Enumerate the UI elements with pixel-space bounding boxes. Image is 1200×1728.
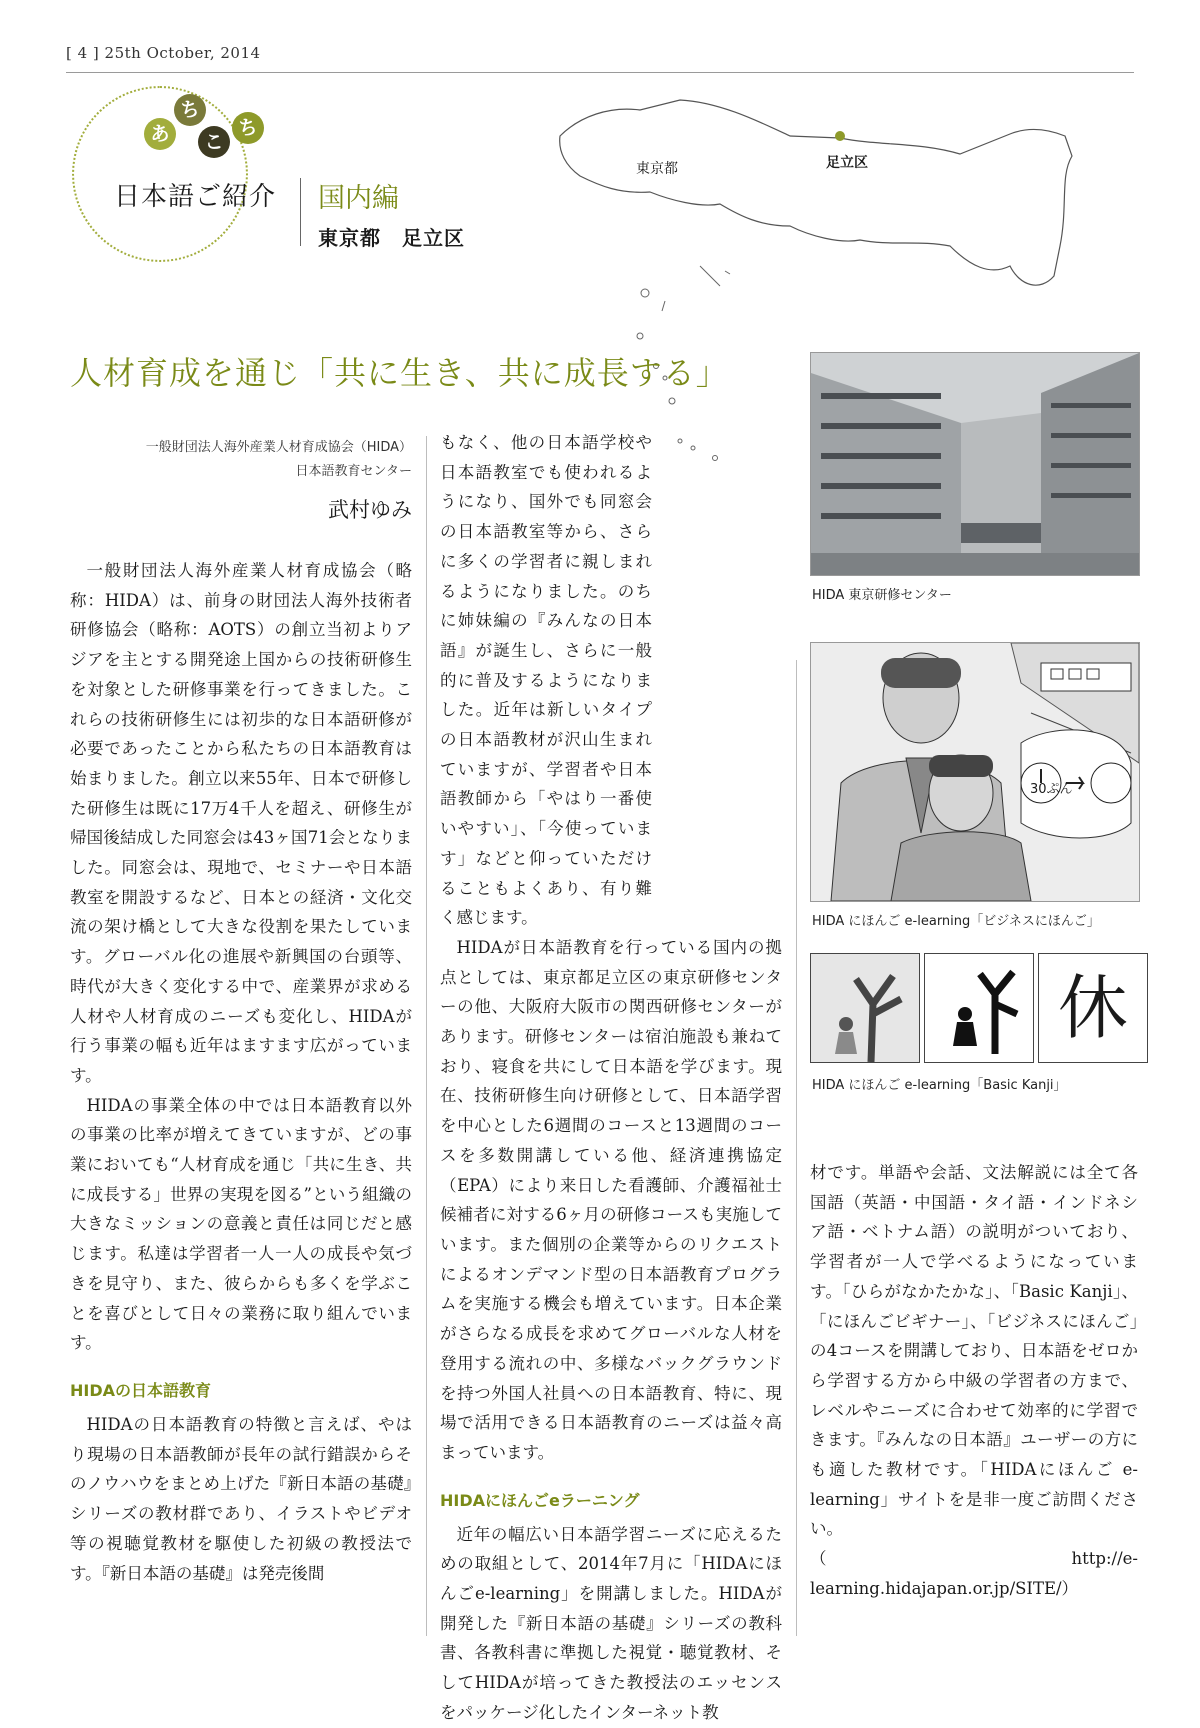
author-affiliation: 一般財団法人海外産業人材育成協会（HIDA） xyxy=(145,440,412,455)
location-label: 東京都 足立区 xyxy=(318,226,465,250)
tokyo-outline xyxy=(560,100,1072,285)
paragraph: HIDAの日本語教育の特徴と言えば、やはり現場の日本語教師が長年の試行錯誤からそのノウハウをまとめ上げた『新日本語の基礎』シリーズの教材群であり、イラストやビデオ等の視聴覚教材を駆使した初級の教授法です。『新日本語の基礎』は発売後間 xyxy=(70,1414,412,1583)
page-date: [ 4 ] 25th October, 2014 xyxy=(66,44,261,62)
map-label-tokyo: 東京都 xyxy=(636,161,678,177)
map-label-adachi: 足立区 xyxy=(826,155,868,171)
paragraph: 近年の幅広い日本語学習ニーズに応えるための取組として、2014年7月に「HIDAにほんごe-learning」を開講しました。HIDAが開発した『新日本語の基礎』シリーズの教科書、各教科書に準拠した視覚・聴覚教材、そしてHIDAが培ってきた教授法のエッセンスをパッケージ化したインターネット教 xyxy=(440,1524,782,1722)
silhouette-image xyxy=(925,954,1033,1062)
photo-caption: HIDA にほんご e-learning「Basic Kanji」 xyxy=(812,1078,1067,1093)
island-2 xyxy=(637,333,643,339)
adachi-marker-icon xyxy=(835,131,845,141)
website-url: （http://e-learning.hidajapan.or.jp/SITE/） xyxy=(810,1549,1138,1598)
training-center-photo xyxy=(810,352,1140,576)
clock-label: 30ぷん xyxy=(1030,782,1073,797)
article-column-1 xyxy=(70,556,412,1588)
series-title: 日本語ご紹介 xyxy=(114,182,277,212)
section-heading: HIDAにほんごeラーニング xyxy=(440,1490,640,1510)
photo-caption: HIDA にほんご e-learning「ビジネスにほんご」 xyxy=(812,914,1100,929)
article-headline: 人材育成を通じ「共に生き、共に成長する」 xyxy=(70,354,729,392)
kanji-panel-character: 休 xyxy=(1038,953,1148,1063)
series-logo-circle xyxy=(72,86,248,262)
paragraph: もなく、他の日本語学校や日本語教室でも使われるようになり、国外でも同窓会の日本語教室等から、さらに多くの学習者に親しまれるようになりました。のちに姉妹編の『みんなの日本語』が誕生し、さらに一般的に普及するようになりました。近年は新しいタイプの日本語教材が沢山生まれていますが、学習者や日本語教師から「やはり一番使いやすい」、「今使っています」などと仰っていただけることもよくあり、有り難く感じます。 xyxy=(440,433,652,928)
kanji-panel-person-tree xyxy=(810,953,920,1063)
edition-label: 国内編 xyxy=(318,183,399,214)
logo-hiragana-chi-2: ち xyxy=(232,112,264,144)
header-divider xyxy=(66,72,1134,73)
building-image xyxy=(811,353,1139,575)
island-5 xyxy=(669,398,675,404)
logo-hiragana-chi: ち xyxy=(174,94,206,126)
article-column-3 xyxy=(810,1158,1138,1604)
business-scene-image xyxy=(811,643,1139,901)
author-name: 武村ゆみ xyxy=(328,498,412,522)
person-tree-image xyxy=(811,954,919,1062)
column-divider xyxy=(426,436,427,1636)
logo-hiragana-a: あ xyxy=(144,118,176,150)
island-1 xyxy=(641,289,649,297)
photo-caption: HIDA 東京研修センター xyxy=(812,588,952,603)
paragraph: HIDAの事業全体の中では日本語教育以外の事業の比率が増えてきていますが、どの事業においても“人材育成を通じ「共に生き、共に成長する」世界の実現を図る”という組織の大きなミッションの意義と責任は同じだと感じます。私達は学習者一人一人の成長や気づきを見守り、また、彼らからも多くを学ぶことを喜びとして日々の業務に取り組んでいます。 xyxy=(70,1095,412,1353)
paragraph: 一般財団法人海外産業人材育成協会（略称：HIDA）は、前身の財団法人海外技術者研修協会（略称：AOTS）の創立当初よりアジアを主とする開発途上国からの技術研修生を対象とした研修事業を行ってきました。これらの技術研修生には初歩的な日本語研修が必要であったことから私たちの日本語教育は始まりました。創立以来55年、日本で研修した研修生は既に17万4千人を超え、研修生が帰国後結成した同窓会は43ヶ国71会となりました。同窓会は、現地で、セミナーや日本語教室を開設するなど、日本との経済・文化交流の架け橋として大きな役割を果たしています。グローバル化の進展や新興国の台頭等、時代が大きく変化する中で、産業界が求める人材や人材育成のニーズも変化し、HIDAが行う事業の幅も近年はますます広がっています。 xyxy=(70,561,412,1085)
paragraph: 材です。単語や会話、文法解説には全て各国語（英語・中国語・タイ語・インドネシア語・ベトナム語）の説明がついており、学習者が一人で学べるようになっています。「ひらがなかたかな」、「Basic Kanji」、「にほんごビギナー」、「ビジネスにほんご」の4コースを開講しており、日本語をゼロから学習する方から中級の学習者の方まで、レベルやニーズに合わせて効率的に学習できます。『みんなの日本語』ユーザーの方にも適した教材です。「HIDAにほんご e-learning」サイトを是非一度ご訪問ください。 xyxy=(810,1163,1138,1539)
kanji-panel-silhouette xyxy=(924,953,1034,1063)
logo-separator xyxy=(300,178,301,246)
business-japanese-illustration xyxy=(810,642,1140,902)
island-marks xyxy=(662,266,730,311)
author-department: 日本語教育センター xyxy=(295,464,412,479)
section-heading: HIDAの日本語教育 xyxy=(70,1380,212,1400)
article-column-2 xyxy=(440,428,782,1728)
column-divider xyxy=(796,660,797,1636)
paragraph: HIDAが日本語教育を行っている国内の拠点としては、東京都足立区の東京研修センターの他、大阪府大阪市の関西研修センターがあります。研修センターは宿泊施設も兼ねており、寝食を共にして日本語を学びます。現在、技術研修生向け研修として、日本語学習を中心とした6週間のコースと13週間のコースを多数開講している他、経済連携協定（EPA）により来日した看護師、介護福祉士候補者に対する6ヶ月の研修コースも実施しています。また個別の企業等からのリクエストによるオンデマンド型の日本語教育プログラムを実施する機会も増えています。日本企業がさらなる成長を求めてグローバルな人材を登用する流れの中、多様なバックグラウンドを持つ外国人社員への日本語教育、特に、現場で活用できる日本語教育のニーズは益々高まっています。 xyxy=(440,937,782,1462)
logo-hiragana-ko: こ xyxy=(198,126,230,158)
